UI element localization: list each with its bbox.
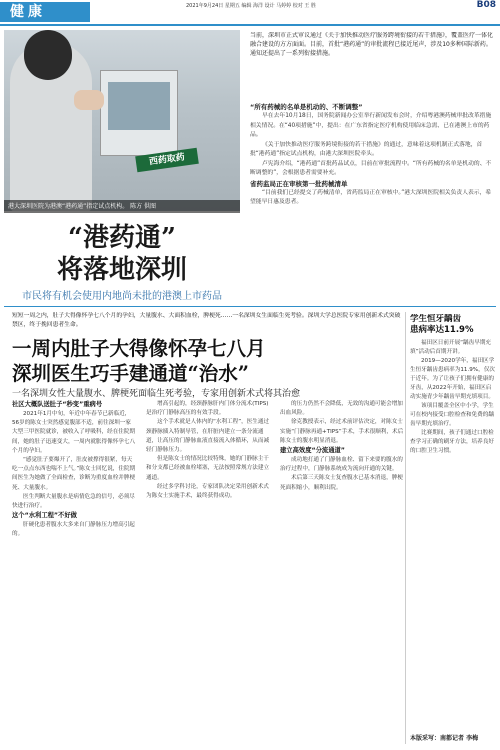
article-headline-line2: 深圳医生巧手建通道“治水” [12, 362, 249, 385]
sidebar-paragraph: 比赛期间，孩子们通过口腔检查学习正确的刷牙方法，培养良好的口腔卫生习惯。 [410, 430, 494, 454]
right-paragraph: “目前我们已经提交了药械清单，省药监局正在审核中。”港大深圳医院相关负责人表示，希望能早日惠及患者。 [250, 189, 492, 205]
right-paragraph: 《关于加快推动医疗服务跨境衔接的若干措施》的通过，意味着这项机制正式落地，首批“港药通”指定试点机构，由港大深圳医院牵头。 [250, 141, 483, 157]
patient-head [24, 30, 72, 80]
pharmacy-sign: 西药取药 [135, 148, 199, 172]
page-number: B08 [476, 0, 496, 10]
top-headline-line1: “港药通” [68, 223, 176, 253]
column-paragraph: 但是陈女士的情况比较特殊，她的门静脉主干和分支都已经被血栓堵塞，无法按照常规方法建立通道。 [146, 456, 270, 481]
counter-window [108, 82, 170, 130]
column-paragraph: “感觉肚子要爆开了，肚皮被撑得很紧，每天吃一点点东西也喘不上气。”陈女士回忆说，住院期间医生为她做了全面检查，诊断为重度血栓并脾梗死、大量腹水。 [12, 457, 136, 491]
top-headline [4, 222, 240, 304]
column-paragraph: 成功地打通了门静脉血栓、留下来要的腹水的治疗过程中，门静脉系统成为流向开通的关键。 [280, 457, 403, 473]
patient-hand [74, 90, 104, 110]
section-tab: 健康 [0, 2, 90, 22]
sidebar-paragraph: 福田区日前开展“龋齿早期充填”活动后首期开讲。 [410, 340, 492, 355]
header-meta: 2021年9月24日 星期五 编辑 海洋 设计 马婷婷 校对 王 胜 [186, 3, 316, 9]
header-divider [0, 24, 500, 26]
top-subheadline: 市民将有机会使用内地尚未批的港澳上市药品 [22, 291, 222, 302]
article-headline-line1: 一周内肚子大得像怀孕七八月 [12, 337, 266, 360]
sidebar-paragraph: 该项目覆盖全区中小学，学生可在校内接受口腔检查和免费的龋齿早期充填治疗。 [410, 403, 494, 427]
column-paragraph: 术后第三天陈女士复查腹水已基本消退，脾梗死面积缩小，顺利出院。 [280, 475, 403, 491]
column-paragraph: 医生判断大量腹水是病情危急的信号，必须尽快进行治疗。 [12, 493, 135, 510]
column-subhead: 这个“水利工程”不好做 [12, 512, 77, 520]
article-kicker: 短短一周之内，肚子大得像怀孕七八个月的孕妇，大量腹水、大面积血栓，脾梗死……一名深圳女生面临生死考验。深圳大学总医院专家用创新术式突破禁区，终于挽回患者生命。 [12, 313, 401, 328]
column-paragraph: 的压力仍然不会降低，无效的沟通可能会增加出血风险。 [280, 401, 403, 417]
sidebar-title-line2: 患病率达11.9% [410, 325, 474, 335]
sidebar-title-line1: 学生恒牙龋齿 [410, 314, 462, 324]
column-paragraph: 肝硬化患者腹水大多来自门静脉压力增高引起的。 [12, 522, 135, 538]
article-column-3 [280, 400, 404, 746]
column-subhead: 社区大概队送肚子“秒变”重病号 [12, 401, 103, 408]
article-body [12, 400, 404, 746]
article-column-1 [12, 400, 136, 746]
column-rule [405, 312, 406, 744]
right-paragraph: 早在去年10月18日，国务院新闻办公室举行新闻发布会时，介绍粤港澳药械审批改革措施相关情况。在“40项措施”中，提出：在广东省指定医疗机构使用临床急需、已在港澳上市的药品。 [250, 113, 492, 138]
column-paragraph: 2021年1月中旬，年近中年春节已新临近，56岁的陈女士突然感觉腹部不适，前往深圳一家大型三甲医院就诊，被收入了呼吸科，经在住院期间，她的肚子迅速变大，一周内就胀得像怀孕七八个月的孕妇。 [12, 411, 136, 454]
column-paragraph: 经过多学科讨论，专家团队决定采用创新术式为陈女士实施手术，最终获得成功。 [146, 483, 269, 500]
intro-text: 当前，深圳市正式审议通过《关于加快推动医疗服务跨境衔接的若干措施》，覆盖医疗一体化融合建设的方方面面。目前，首批“港药通”的审批流程已接近尾声，涉及10多种国际新药。通知还提出了一系列衔接措施。 [250, 32, 494, 57]
top-headline-line2: 将落地深圳 [56, 255, 187, 285]
article-column-2 [146, 400, 270, 746]
page-header [0, 0, 500, 24]
right-paragraph: 卢宪海介绍，“港药通”首批药品试点，目前在审批流程中。“所有药械的名单是机动的、不断调整的”，会根据患者需要补充。 [250, 160, 492, 176]
article-subheadline: 一名深圳女性大量腹水、脾梗死面临生死考验，专家用创新术式将其治愈 [12, 389, 301, 399]
section-divider [4, 306, 496, 307]
article-headline [12, 336, 404, 401]
pharmacy-photo [4, 30, 240, 211]
right-subhead-2: 省药监局正在审核第一批药械清单 [250, 179, 348, 188]
photo-caption: 港大深圳医院为港澳“港药通”指定试点机构。 陈方 供图 [4, 200, 240, 213]
reporter-byline: 本版采写：南都记者 李梅 [410, 735, 479, 742]
top-right-column [250, 102, 496, 302]
sidebar-paragraph: 2019—2020学年，福田区学生恒牙龋齿患病率为11.9%，仅次于近年。为了让孩子们拥有健康的牙齿，从2022年开始，福田区启动实施青少年龋齿早期充填项目。 [410, 358, 495, 400]
column-paragraph: 增高引起的，经颈静脉肝内门体分流术(TIPS)是治疗门静脉高压的有效手段。 [146, 401, 269, 417]
column-paragraph: 徐克教授表示，经过术前评估决定，对陈女士实施“门静脉再通+TIPS”手术，手术很顺利，术后陈女士的腹水明显消退。 [280, 419, 404, 444]
column-paragraph: 这个手术就是人体内的“水利工程”，医生通过颈静脉插入特制导管，在肝脏内建立一条分流通道，让高压的门静脉血液直接流入体循环，从而减轻门静脉压力。 [146, 419, 270, 454]
column-subhead: 建立高效度“分流通道” [280, 447, 345, 455]
sidebar-article [410, 314, 496, 744]
right-subhead: “所有药械的名单是机动的、不断调整” [250, 103, 363, 111]
